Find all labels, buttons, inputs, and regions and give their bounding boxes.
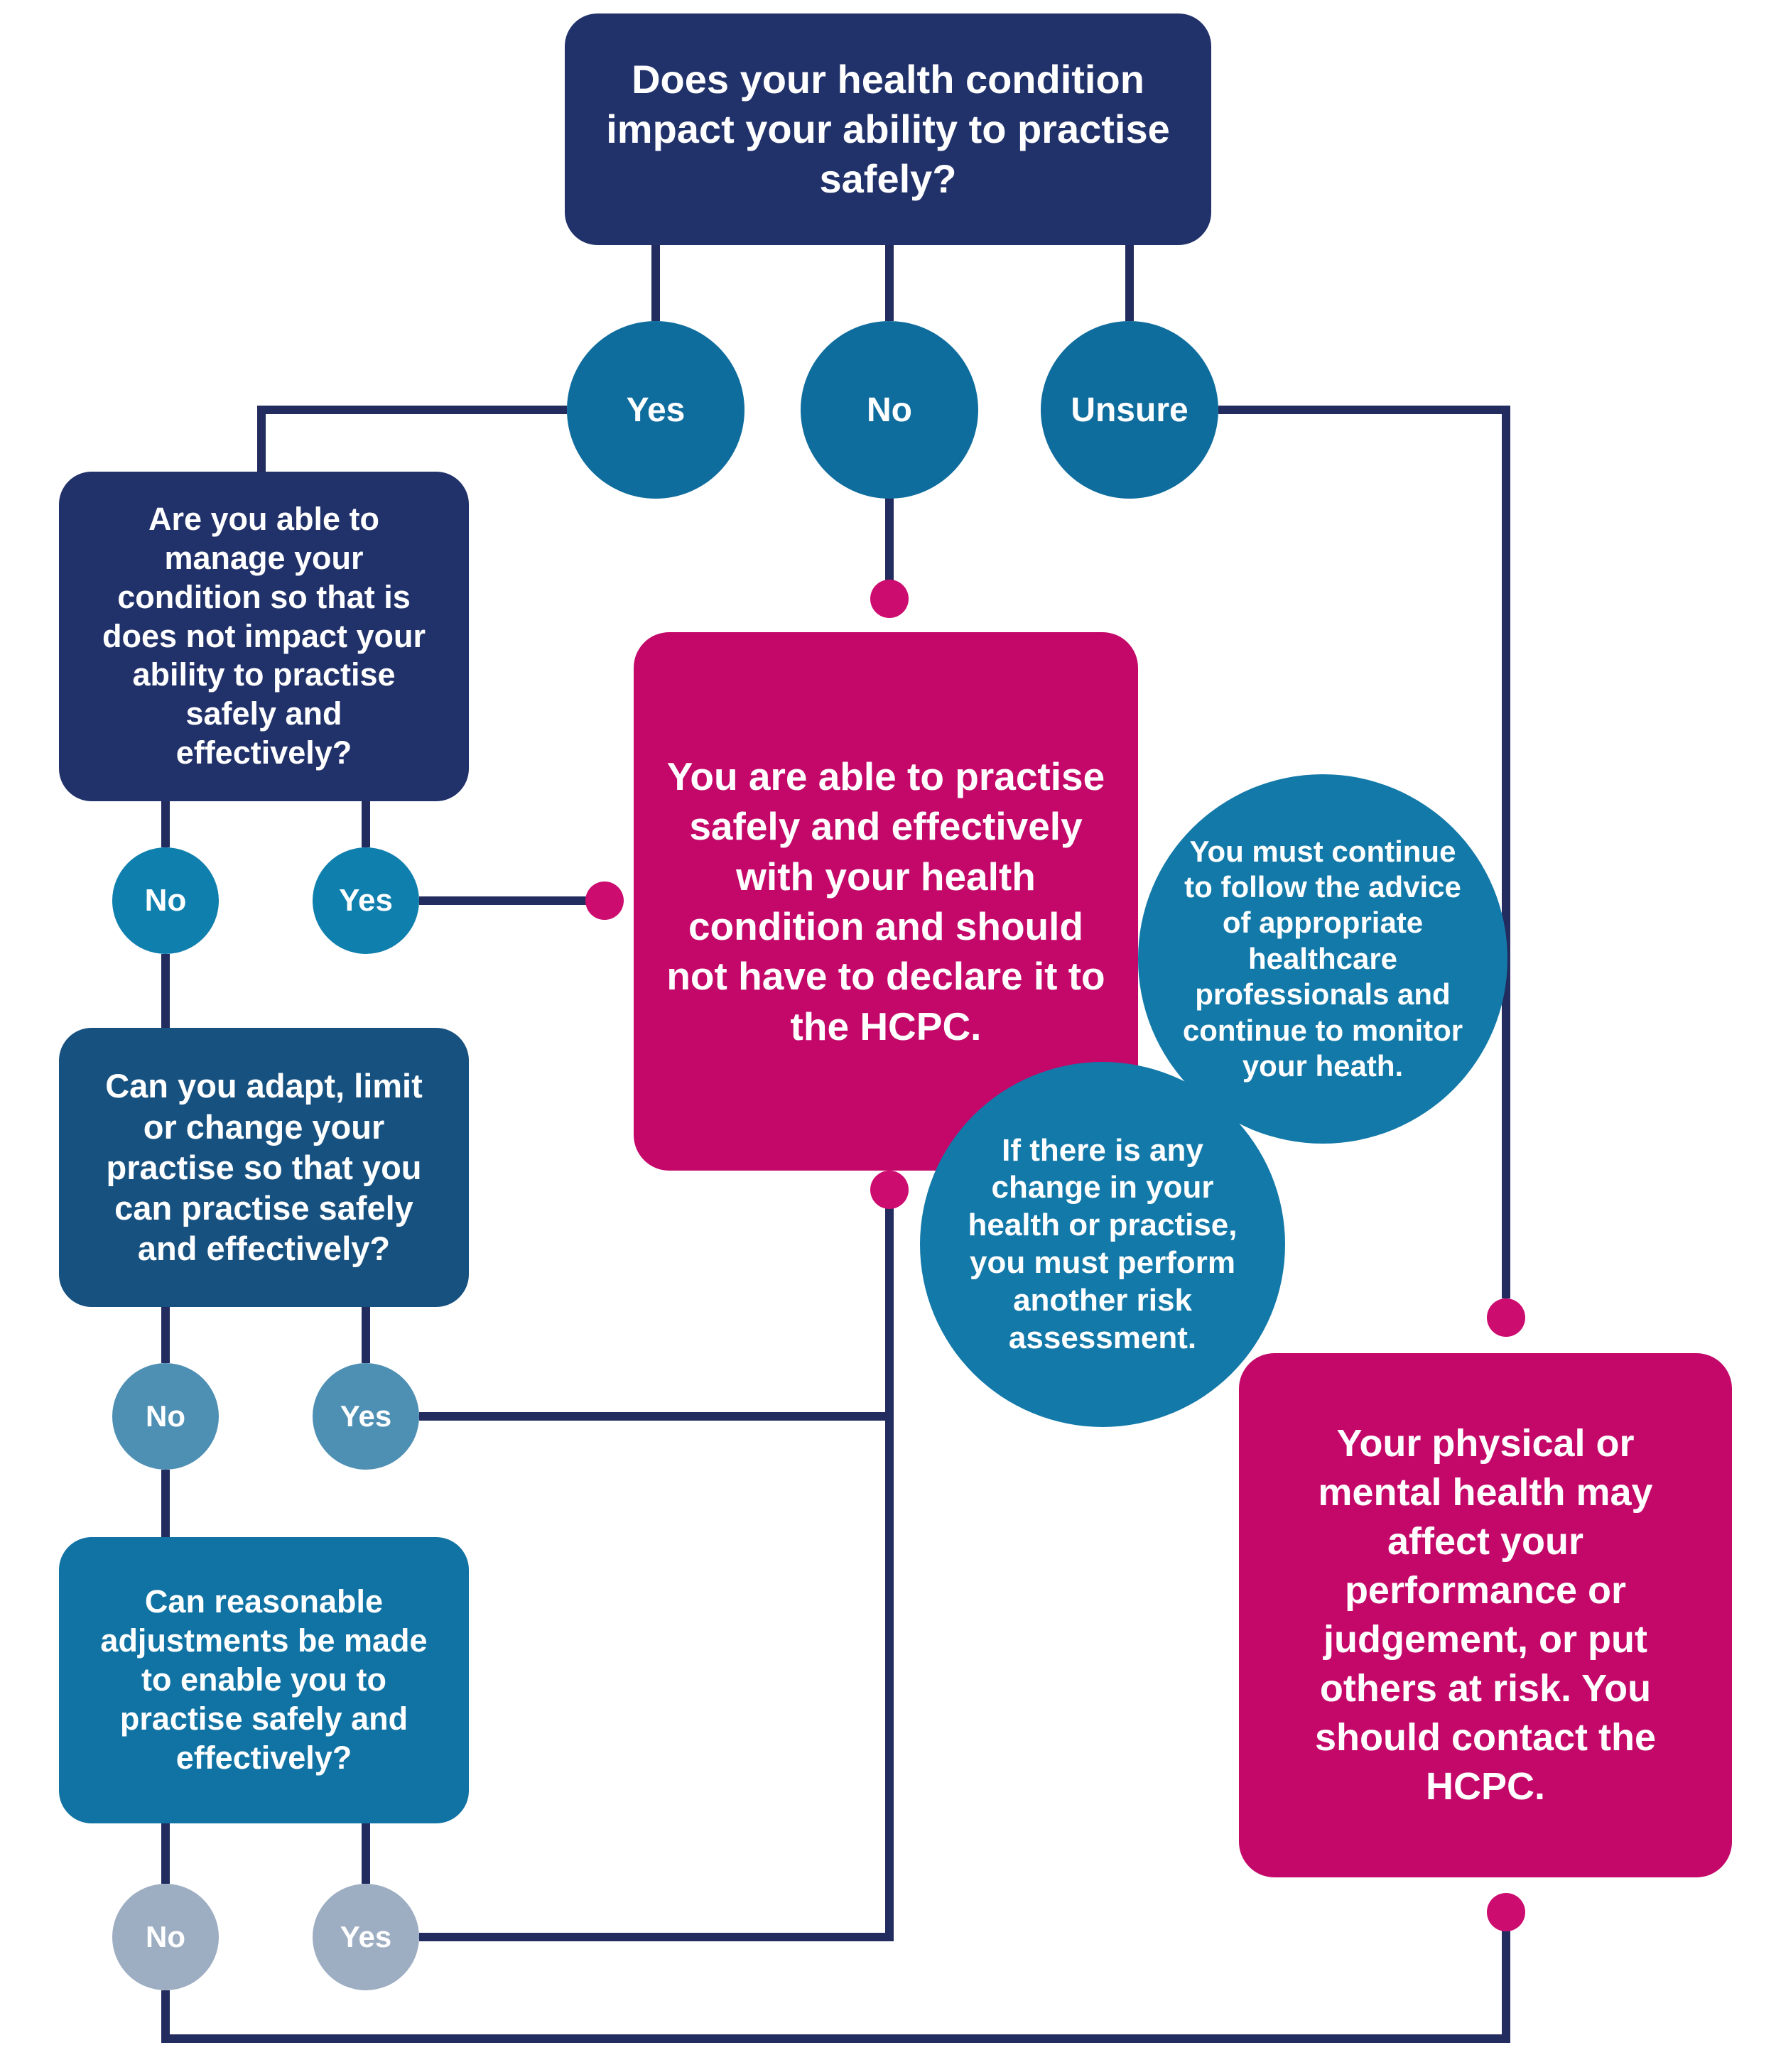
question-reasonable-adjustments xyxy=(59,1537,469,1823)
connector-q2-yes-to-outcome-safe xyxy=(419,896,586,905)
answer-q2-no xyxy=(112,847,219,954)
connector-dot-outcome-safe-bottom xyxy=(870,1171,909,1209)
connector-bottom-horizontal xyxy=(161,2034,1510,2043)
question-adapt-practise xyxy=(59,1028,469,1307)
connector-yes-to-q2-horizontal xyxy=(257,406,567,414)
connector-q1-to-no xyxy=(885,245,894,321)
answer-q4-no xyxy=(112,1884,219,1990)
connector-q2-to-no xyxy=(161,801,170,847)
answer-q1-no xyxy=(801,321,978,499)
question-health-impact xyxy=(565,13,1211,245)
connector-q4-yes-to-outcome-safe xyxy=(419,1933,894,1941)
note-continue-monitoring-label: You must continue to follow the advice of appropriate healthcare professionals and continue to monitor your heath. xyxy=(1182,834,1463,1083)
answer-q1-yes-label: Yes xyxy=(626,391,686,429)
answer-q3-no xyxy=(112,1363,219,1470)
connector-q1-to-unsure xyxy=(1125,245,1134,321)
note-risk-assessment xyxy=(920,1062,1285,1427)
question-health-impact-label: Does your health condition impact your ability to practise safely? xyxy=(606,57,1170,201)
connector-dot-outcome-safe-top xyxy=(870,580,909,618)
connector-unsure-horizontal xyxy=(1218,406,1510,414)
connector-q2-no-to-q3 xyxy=(161,954,170,1028)
answer-q2-no-label: No xyxy=(144,883,187,918)
connector-q3-yes-to-outcome-safe xyxy=(419,1412,894,1421)
answer-q3-yes xyxy=(313,1363,419,1470)
connector-q2-to-yes xyxy=(362,801,370,847)
connector-q4-to-no xyxy=(161,1823,170,1884)
connector-q3-to-yes xyxy=(362,1307,370,1363)
connector-bottom-to-outcome-contact xyxy=(1502,1926,1510,2034)
connector-q3-no-to-q4 xyxy=(161,1470,170,1537)
answer-q2-yes xyxy=(313,847,419,954)
answer-q4-yes-label: Yes xyxy=(340,1920,392,1953)
connector-yes-to-q2-vertical xyxy=(257,406,266,472)
answer-q1-unsure-label: Unsure xyxy=(1071,391,1188,429)
connector-dot-outcome-contact-bottom xyxy=(1487,1893,1525,1931)
question-reasonable-adjustments-label: Can reasonable adjustments be made to enable you to practise safely and effectively? xyxy=(100,1583,428,1776)
note-risk-assessment-label: If there is any change in your health or practise, you must perform another risk assessment. xyxy=(968,1132,1238,1355)
connector-q3-to-no xyxy=(161,1307,170,1363)
question-manage-condition xyxy=(59,472,469,801)
connector-dot-outcome-safe-left xyxy=(585,882,624,920)
connector-dot-outcome-contact-top xyxy=(1487,1298,1525,1337)
answer-q4-yes xyxy=(313,1884,419,1990)
answer-q2-yes-label: Yes xyxy=(339,883,393,918)
answer-q4-no-label: No xyxy=(146,1920,185,1953)
outcome-contact-hcpc-label: Your physical or mental health may affect your performance or judgement, or put others at risk. You should contact the HCPC. xyxy=(1314,1421,1656,1808)
connector-unsure-to-outcome-contact xyxy=(1502,406,1510,1298)
answer-q3-no-label: No xyxy=(146,1399,185,1433)
question-manage-condition-label: Are you able to manage your condition so that is does not impact your ability to practise safely and effectively? xyxy=(102,500,426,771)
outcome-practise-safely-label: You are able to practise safely and effectively with your health condition and should not have to declare it to the HCPC. xyxy=(666,754,1105,1048)
answer-q3-yes-label: Yes xyxy=(340,1399,392,1433)
answer-q1-no-label: No xyxy=(867,391,912,429)
connector-no-to-outcome-safe xyxy=(885,495,894,582)
connector-outcome-safe-vertical xyxy=(885,1208,894,1941)
outcome-contact-hcpc xyxy=(1239,1353,1732,1877)
question-adapt-practise-label: Can you adapt, limit or change your practise so that you can practise safely and effectively? xyxy=(105,1067,423,1268)
connector-q4-to-yes xyxy=(362,1823,370,1884)
connector-q1-to-yes xyxy=(651,245,660,321)
answer-q1-unsure xyxy=(1041,321,1218,499)
answer-q1-yes xyxy=(567,321,744,499)
